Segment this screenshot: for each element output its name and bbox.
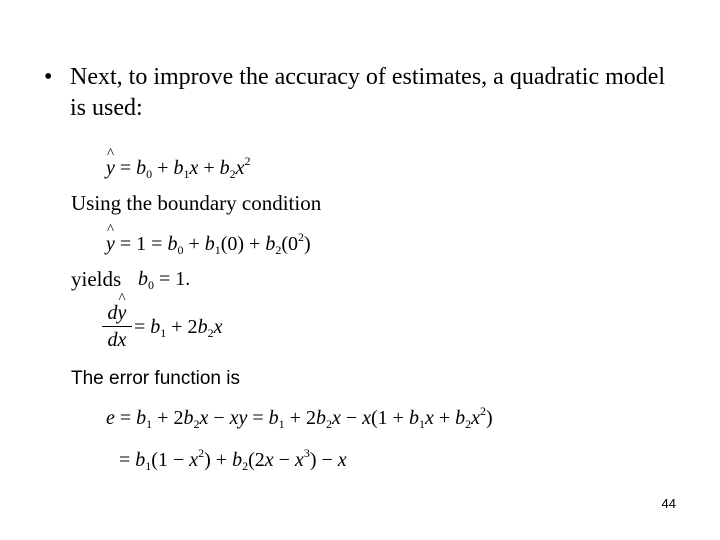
equation-derivative-rhs: = $b_1 + 2b_2x$	[134, 316, 223, 340]
fraction-bar	[102, 326, 132, 327]
derivative-denominator: dx	[107, 329, 127, 351]
error-function-text: The error function is	[71, 368, 240, 389]
equation-model: ^ $y = b_0 + b_1x + b_2x^2$	[106, 154, 251, 182]
equation-error-line2: = $b_1(1 - x^2) + b_2(2x - x^3) - x$	[119, 446, 347, 473]
equation-boundary: ^ $y = 1 = b_0 + b_1(0) + b_2(0^2)$	[106, 230, 311, 258]
derivative-numerator: d^ y	[102, 302, 132, 324]
derivative-fraction	[102, 302, 132, 351]
bullet-icon: •	[44, 64, 53, 90]
bullet-text: Next, to improve the accuracy of estimates, a quadratic model is used:	[70, 64, 666, 121]
page-number: 44	[661, 496, 676, 511]
equation-b0: $b_0 = 1$.	[138, 268, 191, 292]
equation-error-line1: $e = b_1 + 2b_2x$ − xy = $b_1 + 2b_2x - x(1 + b_1x + b_2x^2)$	[106, 404, 493, 431]
boundary-condition-text: Using the boundary condition	[71, 191, 322, 215]
yields-text: yields	[71, 267, 122, 291]
